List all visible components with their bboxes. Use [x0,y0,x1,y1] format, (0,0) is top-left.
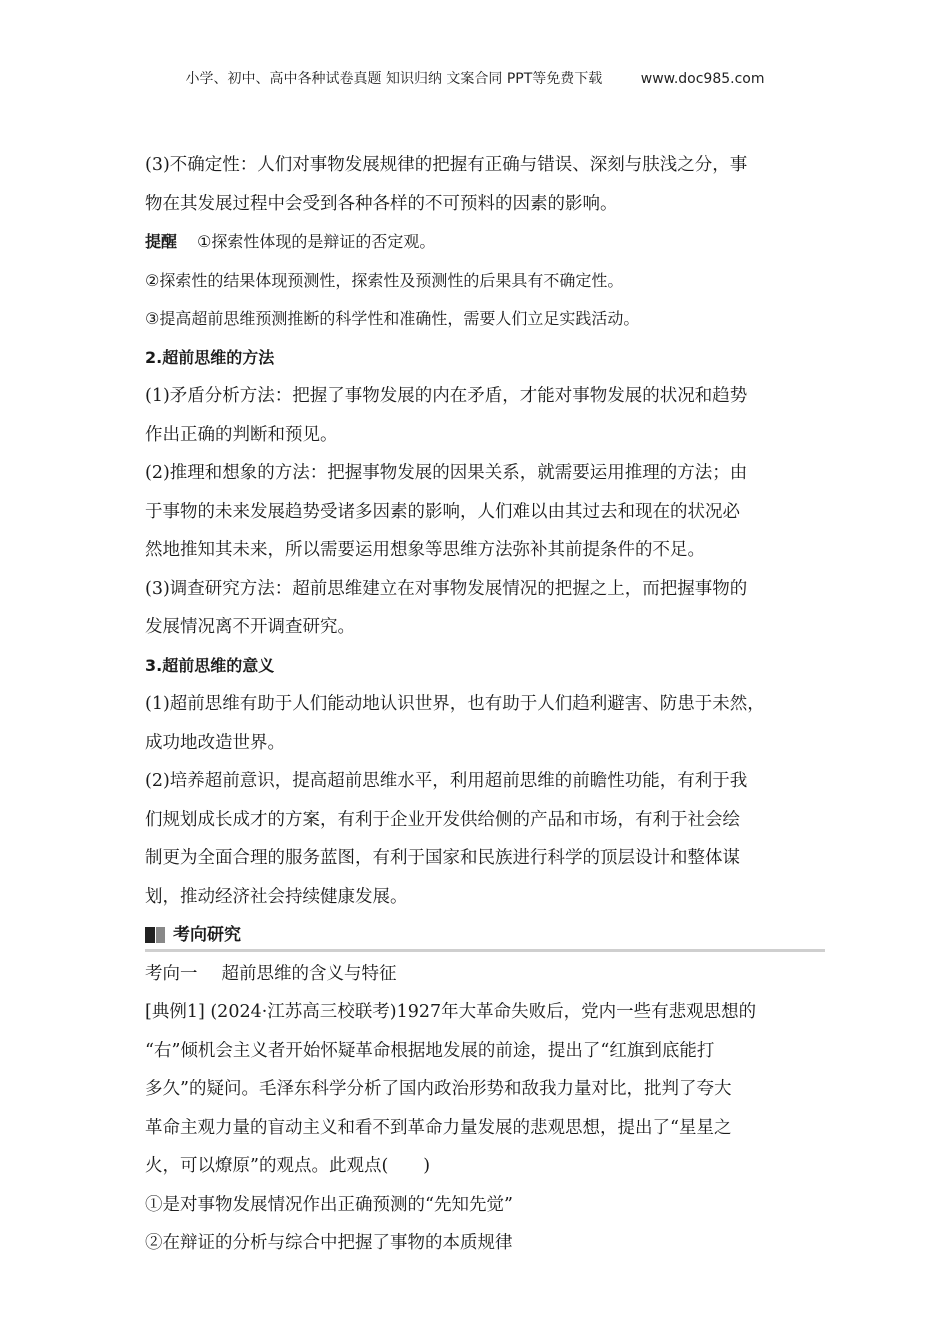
significance-2-line-4: 划，推动经济社会持续健康发展。 [145,886,408,907]
example-line-1: [典例1] (2024·江苏高三校联考)1927年大革命失败后，党内一些有悲观思想的 [145,1002,757,1022]
method-3-line-2: 发展情况离不开调查研究。 [145,617,355,637]
tip-label: 提醒 [145,232,178,251]
method-1-line-2: 作出正确的判断和预见。 [145,424,338,445]
significance-1-line-2: 成功地改造世界。 [145,732,285,753]
example-line-2: “右”倾机会主义者开始怀疑革命根据地发展的前途，提出了“红旗到底能打 [145,1040,715,1061]
topic-label: 考向一 [145,963,198,984]
tip-line-1 [145,223,825,262]
method-2-line-2: 于事物的未来发展趋势受诸多因素的影响，人们难以由其过去和现在的状况必 [145,501,740,522]
tip-item-2: ②探索性的结果体现预测性，探索性及预测性的后果具有不确定性。 [145,270,624,290]
page-header [0,68,950,88]
significance-1-line-1: (1)超前思维有助于人们能动地认识世界，也有助于人们趋利避害、防患于未然， [145,694,765,714]
method-1-line-1: (1)矛盾分析方法：把握了事物发展的内在矛盾，才能对事物发展的状况和趋势 [145,386,748,406]
uncertainty-line-1: (3)不确定性：人们对事物发展规律的把握有正确与错误、深刻与肤浅之分，事 [145,155,748,175]
document-body [145,146,825,1263]
topic-title: 超前思维的含义与特征 [221,963,397,984]
tip-item-3: ③提高超前思维预测推断的科学性和准确性，需要人们立足实践活动。 [145,309,640,328]
research-section-heading [145,916,825,955]
example-line-5: 火，可以燎原”的观点。此观点( ) [145,1156,431,1176]
header-text: 小学、初中、高中各种试卷真题 知识归纳 文案合同 PPT等免费下载 [185,71,603,87]
example-line-4: 革命主观力量的盲动主义和看不到革命力量发展的悲观思想，提出了“星星之 [145,1117,732,1138]
significance-heading: 3.超前思维的意义 [145,655,275,675]
uncertainty-line-2: 物在其发展过程中会受到各种各样的不可预料的因素的影响。 [145,193,618,214]
section-underline [145,949,825,952]
method-3-line-1: (3)调查研究方法：超前思维建立在对事物发展情况的把握之上，而把握事物的 [145,578,748,599]
example-option-2: ②在辩证的分析与综合中把握了事物的本质规律 [145,1233,513,1253]
header-site-link[interactable]: www.doc985.com [640,71,765,87]
topic-line [145,955,825,994]
section-marker-icon [145,927,165,943]
example-line-3: 多久”的疑问。毛泽东科学分析了国内政治形势和敌我力量对比，批判了夸大 [145,1079,732,1099]
tip-item-1: ①探索性体现的是辩证的否定观。 [197,232,436,251]
significance-2-line-3: 制更为全面合理的服务蓝图，有利于国家和民族进行科学的顶层设计和整体谋 [145,848,740,868]
example-option-1: ①是对事物发展情况作出正确预测的“先知先觉” [145,1194,513,1215]
significance-2-line-2: 们规划成长成才的方案，有利于企业开发供给侧的产品和市场，有利于社会绘 [145,809,740,830]
significance-2-line-1: (2)培养超前意识，提高超前思维水平，利用超前思维的前瞻性功能，有利于我 [145,771,748,791]
research-heading-text: 考向研究 [173,925,241,945]
method-2-line-1: (2)推理和想象的方法：把握事物发展的因果关系，就需要运用推理的方法；由 [145,463,748,483]
method-2-line-3: 然地推知其未来，所以需要运用想象等思维方法弥补其前提条件的不足。 [145,540,705,560]
methods-heading: 2.超前思维的方法 [145,347,275,367]
